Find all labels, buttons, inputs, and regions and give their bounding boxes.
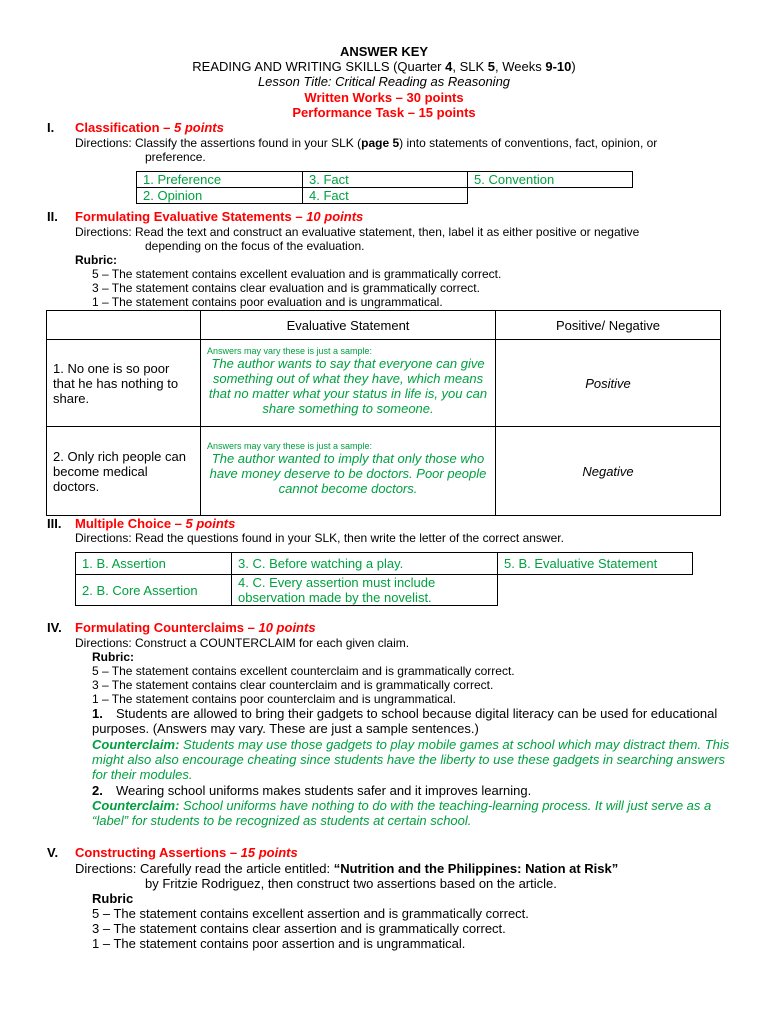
rubric-line: 5 – The statement contains excellent assertion and is grammatically correct. (92, 906, 529, 921)
section-2-heading: II. Formulating Evaluative Statements – 10 points (47, 209, 364, 224)
performance-task-points: Performance Task – 15 points (292, 105, 476, 120)
rubric-line: 5 – The statement contains excellent counterclaim and is grammatically correct. (92, 664, 515, 678)
rubric-line: 1 – The statement contains poor evaluation and is ungrammatical. (92, 295, 443, 309)
section-5-rubric-label: Rubric (92, 891, 134, 906)
section-4-rubric-label: Rubric: (92, 650, 134, 664)
section-5-directions-cont: by Fritzie Rodriguez, then construct two assertions based on the article. (145, 876, 557, 891)
section-2-rubric-label: Rubric: (75, 253, 117, 267)
rubric-line: 3 – The statement contains clear counterclaim and is grammatically correct. (92, 678, 494, 692)
evaluative-answer-cell (201, 427, 496, 516)
counterclaim-2: Counterclaim: School uniforms have nothing to do with the teaching-learning process. It will just serve as a “label” for students to be recognized as students at certain school. (92, 798, 712, 828)
table-header: Evaluative Statement (201, 311, 496, 340)
evaluative-answer-cell (201, 340, 496, 427)
claim-2: 2. Wearing school uniforms makes students safer and it improves learning. (92, 783, 532, 798)
mc-answer: 5. B. Evaluative Statement (498, 553, 693, 575)
rubric-line: 5 – The statement contains excellent evaluation and is grammatically correct. (92, 267, 502, 281)
table-header (47, 311, 201, 340)
lesson-title: Lesson Title: Critical Reading as Reasoning (257, 74, 511, 89)
section-1-directions: Directions: Classify the assertions found in your SLK (page 5) into statements of conventions, fact, opinion, or (75, 136, 658, 150)
polarity-label: Positive (496, 340, 721, 427)
rubric-line: 3 – The statement contains clear assertion and is grammatically correct. (92, 921, 506, 936)
classification-answer: 4. Fact (303, 188, 468, 204)
multiple-choice-table (75, 552, 693, 606)
classification-answer: 3. Fact (303, 172, 468, 188)
rubric-line: 3 – The statement contains clear evaluation and is grammatically correct. (92, 281, 480, 295)
section-5-directions: Directions: Carefully read the article entitled: “Nutrition and the Philippines: Nation at Risk” (75, 861, 619, 876)
mc-answer: 3. C. Before watching a play. (232, 553, 498, 575)
table-row (47, 427, 721, 516)
table-header: Positive/ Negative (496, 311, 721, 340)
written-works-points: Written Works – 30 points (304, 90, 464, 105)
empty-cell (468, 188, 633, 204)
rubric-line: 1 – The statement contains poor assertion and is ungrammatical. (92, 936, 466, 951)
evaluative-table (46, 310, 721, 516)
counterclaim-1: Counterclaim: Students may use those gadgets to play mobile games at school which may distract them. This might also also encourage cheating since students have the liberty to use these gadgets in searching answers for their modules. (92, 737, 730, 782)
empty-cell (498, 575, 693, 606)
section-4-heading: IV. Formulating Counterclaims – 10 points (47, 620, 316, 635)
evaluative-answer: The author wants to say that everyone can give something out of what they have, which means that no matter what your status in life is, you can share something to someone. (208, 356, 488, 416)
section-5-heading: V. Constructing Assertions – 15 points (47, 845, 298, 860)
table-row (47, 340, 721, 427)
classification-answer: 5. Convention (468, 172, 633, 188)
section-2-directions-cont: depending on the focus of the evaluation. (145, 239, 365, 253)
evaluative-answer: The author wanted to imply that only those who have money deserve to be doctors. Poor people cannot become doctors. (209, 451, 487, 496)
prompt-text: 1. No one is so poor that he has nothing to share. (47, 340, 201, 427)
subject-line: READING AND WRITING SKILLS (Quarter 4, SLK 5, Weeks 9-10) (192, 59, 576, 74)
sample-note: Answers may vary these is just a sample: (207, 346, 373, 356)
prompt-text: 2. Only rich people can become medical doctors. (47, 427, 201, 516)
section-3-directions: Directions: Read the questions found in your SLK, then write the letter of the correct answer. (75, 531, 564, 545)
classification-answer: 2. Opinion (137, 188, 303, 204)
section-2-directions: Directions: Read the text and construct an evaluative statement, then, label it as either positive or negative (75, 225, 640, 239)
mc-answer: 4. C. Every assertion must include observation made by the novelist. (232, 575, 498, 606)
rubric-line: 1 – The statement contains poor counterclaim and is ungrammatical. (92, 692, 456, 706)
polarity-label: Negative (496, 427, 721, 516)
section-1-heading: I. Classification – 5 points (47, 120, 224, 135)
classification-answer: 1. Preference (137, 172, 303, 188)
classification-table (136, 171, 633, 204)
section-1-directions-cont: preference. (145, 150, 206, 164)
sample-note: Answers may vary these is just a sample: (207, 441, 373, 451)
claim-1: 1. Students are allowed to bring their gadgets to school because digital literacy can be used for educational purposes. (Answers may vary. These are just a sample sentences.) (92, 706, 718, 736)
section-3-heading: III. Multiple Choice – 5 points (47, 516, 236, 531)
mc-answer: 1. B. Assertion (76, 553, 232, 575)
mc-answer: 2. B. Core Assertion (76, 575, 232, 606)
doc-title: ANSWER KEY (339, 44, 429, 59)
section-4-directions: Directions: Construct a COUNTERCLAIM for each given claim. (75, 636, 410, 650)
